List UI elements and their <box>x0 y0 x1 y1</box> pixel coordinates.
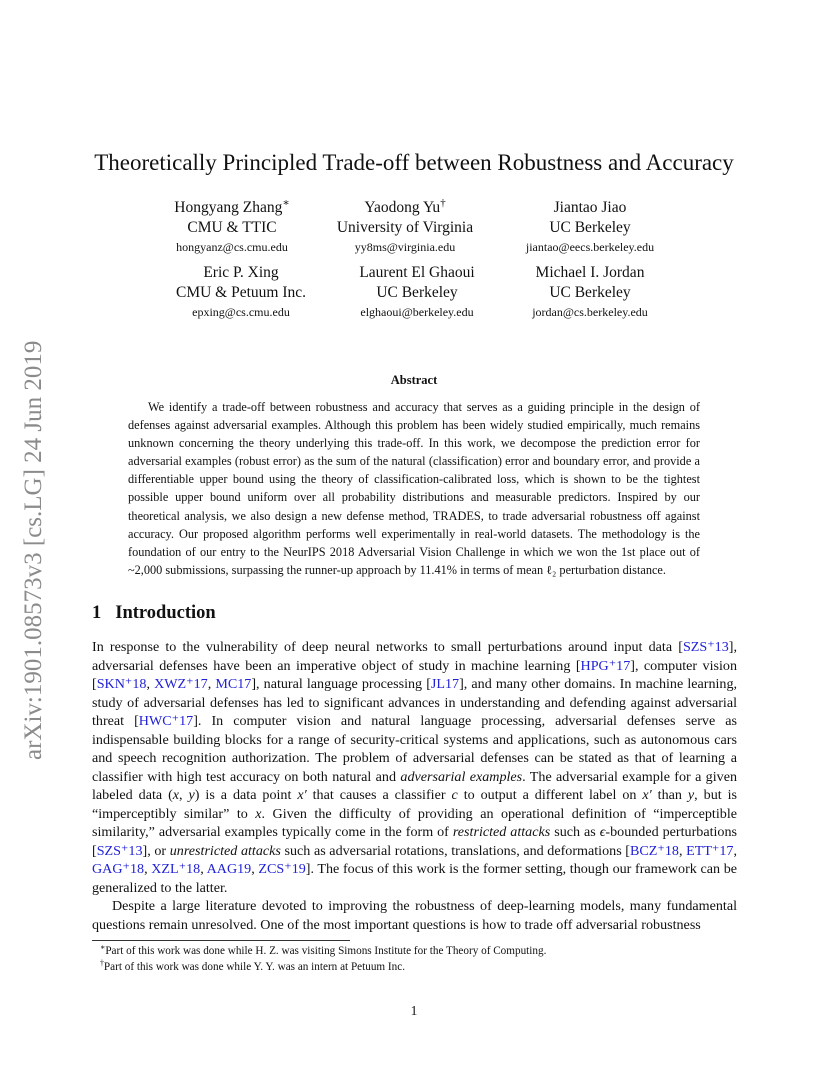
author-email[interactable]: hongyanz@cs.cmu.edu <box>176 240 288 254</box>
author-email[interactable]: epxing@cs.cmu.edu <box>192 305 290 319</box>
author-name: Eric P. Xing <box>203 264 279 281</box>
footnote-divider <box>92 940 350 941</box>
body-text: than <box>651 787 688 803</box>
section-heading <box>92 603 216 624</box>
citation-link[interactable]: MC17 <box>215 676 252 692</box>
author-mark: ∗ <box>282 196 290 209</box>
author-block <box>490 198 690 256</box>
abstract-heading: Abstract <box>390 373 438 387</box>
body-text: , <box>251 861 259 877</box>
section-title: Introduction <box>115 603 216 623</box>
body-text: . The adversarial example for a given labeled data ( <box>92 768 737 803</box>
body-text: , but is “imperceptibly similar” to <box>92 787 738 822</box>
section-number: 1 <box>92 603 102 623</box>
citation-link[interactable]: AAG19 <box>206 861 252 877</box>
citation-link[interactable]: SZS⁺13 <box>682 639 729 655</box>
emphasis-text: y <box>687 787 695 803</box>
body-text: ], adversarial defenses have been an imperative object of study in machine learning [ <box>92 639 737 674</box>
citation-link[interactable]: XWZ⁺17 <box>154 676 208 692</box>
author-email[interactable]: elghaoui@berkeley.edu <box>360 305 474 319</box>
emphasis-text: unrestricted attacks <box>169 842 281 859</box>
emphasis-text: restricted attacks <box>452 824 551 840</box>
citation-link[interactable]: SZS⁺13 <box>96 842 143 859</box>
author-block <box>490 263 690 321</box>
author-block <box>141 263 341 321</box>
arxiv-id: arXiv:1901.08573v3 [cs.LG] 24 Jun 2019 <box>20 340 47 760</box>
citation-link[interactable]: XZL⁺18 <box>151 861 201 877</box>
author-mark: † <box>440 196 446 209</box>
body-text: , <box>146 676 155 692</box>
author-block <box>305 198 505 256</box>
body-text: to output a different label on <box>457 787 643 803</box>
author-affiliation: CMU & TTIC <box>187 219 277 236</box>
footnote-mark: ∗ <box>100 942 106 952</box>
author-affiliation: UC Berkeley <box>376 284 458 301</box>
body-text: , <box>207 676 216 692</box>
emphasis-text: ϵ <box>599 824 606 840</box>
emphasis-text: x′ <box>297 787 307 803</box>
body-text: that causes a classifier <box>306 787 452 803</box>
footnote <box>100 944 740 960</box>
body-text: , <box>678 842 687 859</box>
author-affiliation: UC Berkeley <box>549 219 631 236</box>
abstract-body <box>128 398 700 579</box>
author-name: Hongyang Zhang <box>174 199 283 216</box>
author-affiliation: University of Virginia <box>336 219 474 236</box>
citation-link[interactable]: HWC⁺17 <box>138 713 194 729</box>
emphasis-text: x <box>172 787 180 803</box>
body-text: ], or <box>142 842 170 859</box>
emphasis-text: adversarial examples <box>400 768 523 785</box>
body-text: ], and many other domains. In machine learning, study of adversarial defenses has led to significant advances in understanding and defending against adversarial threat [ <box>92 676 738 729</box>
author-name: Jiantao Jiao <box>553 199 627 216</box>
footnote-text: Part of this work was done while Y. Y. was an intern at Petuum Inc. <box>103 960 406 973</box>
citation-link[interactable]: ZCS⁺19 <box>258 861 306 877</box>
intro-paragraph-1 <box>92 638 737 897</box>
author-block <box>317 263 517 321</box>
citation-link[interactable]: JL17 <box>430 676 460 692</box>
author-email[interactable]: jordan@cs.berkeley.edu <box>532 305 648 319</box>
body-text: ]. The focus of this work is the former setting, though our framework can be generalized to the latter. <box>92 861 737 896</box>
body-text: such as adversarial rotations, translations, and deformations [ <box>280 842 630 859</box>
body-text: such as <box>550 824 600 840</box>
emphasis-text: x′ <box>642 787 652 803</box>
citation-link[interactable]: SKN⁺18 <box>96 676 147 692</box>
arxiv-stamp <box>14 292 56 762</box>
paper-title: Theoretically Principled Trade-off between Robustness and Accuracy <box>94 150 734 175</box>
citation-link[interactable]: ETT⁺17 <box>686 842 734 859</box>
author-affiliation: CMU & Petuum Inc. <box>175 284 307 301</box>
intro-body <box>92 638 737 934</box>
body-text: -bounded perturbations [ <box>92 824 737 859</box>
body-text: ) is a data point <box>194 787 298 803</box>
emphasis-text: x <box>255 805 262 822</box>
author-affiliation: UC Berkeley <box>549 284 631 301</box>
body-text: ], natural language processing [ <box>251 676 431 692</box>
citation-link[interactable]: BCZ⁺18 <box>630 842 679 859</box>
emphasis-text: c <box>451 787 458 803</box>
body-text: ], computer vision [ <box>92 657 737 692</box>
intro-paragraph-2: Despite a large literature devoted to improving the robustness of deep-learning models, many fundamental questions remain unresolved. One of the most important questions is how to trade off adversarial robustness <box>92 898 737 933</box>
footnote-text: Part of this work was done while H. Z. was visiting Simons Institute for the Theory of Computing. <box>105 945 547 957</box>
author-email[interactable]: jiantao@eecs.berkeley.edu <box>525 240 655 254</box>
body-text: ]. In computer vision and natural language processing, adversarial defenses serve as indispensable building blocks for a range of security-critical systems and applications, such as autonomous cars and speech recognition authorization. The problem of adversarial defenses can be stated as that of learning a classifier with high test accuracy on both natural and <box>92 713 737 785</box>
page-number: 1 <box>410 1003 418 1018</box>
footnotes <box>100 944 740 975</box>
emphasis-text: y <box>188 787 195 803</box>
body-text: , <box>200 861 207 877</box>
body-text: , <box>179 787 189 803</box>
author-name: Yaodong Yu <box>364 199 441 216</box>
author-name: Laurent El Ghaoui <box>359 264 475 281</box>
author-block <box>132 198 332 256</box>
body-text: In response to the vulnerability of deep neural networks to small perturbations around input data [ <box>92 639 683 655</box>
body-text: . Given the difficulty of providing an operational definition of “imperceptible similarity,” adversarial examples typically come in the form of <box>92 805 737 840</box>
body-text: , <box>144 861 152 877</box>
author-name: Michael I. Jordan <box>535 264 645 281</box>
body-text: , <box>733 842 738 859</box>
footnote-mark: † <box>100 957 104 967</box>
citation-link[interactable]: GAG⁺18 <box>92 861 145 877</box>
author-email[interactable]: yy8ms@virginia.edu <box>354 240 456 254</box>
citation-link[interactable]: HPG⁺17 <box>580 657 631 674</box>
abstract-text: We identify a trade-off between robustness and accuracy that serves as a guiding principle in the design of defenses against adversarial examples. Although this problem has been widely studied empirically, much remains unknown concerning the theory underlying this trade-off. In this work, we decompose the prediction error for adversarial examples (robust error) as the sum of the natural (classification) error and boundary error, and provide a differentiable upper bound using the theory of classification-calibrated loss, which is shown to be the tightest possible upper bound uniform over all probability distributions and measurable predictors. Inspired by our theoretical analysis, we also design a new defense method, TRADES, to trade adversarial robustness off against accuracy. Our proposed algorithm performs well experimentally in real-world datasets. The methodology is the foundation of our entry to the NeurIPS 2018 Adversarial Vision Challenge in which we won the 1st place out of ~2,000 submissions, surpassing the runner-up approach by 11.41% in terms of mean ℓ₂ perturbation distance. <box>128 400 700 577</box>
footnote <box>100 957 740 976</box>
